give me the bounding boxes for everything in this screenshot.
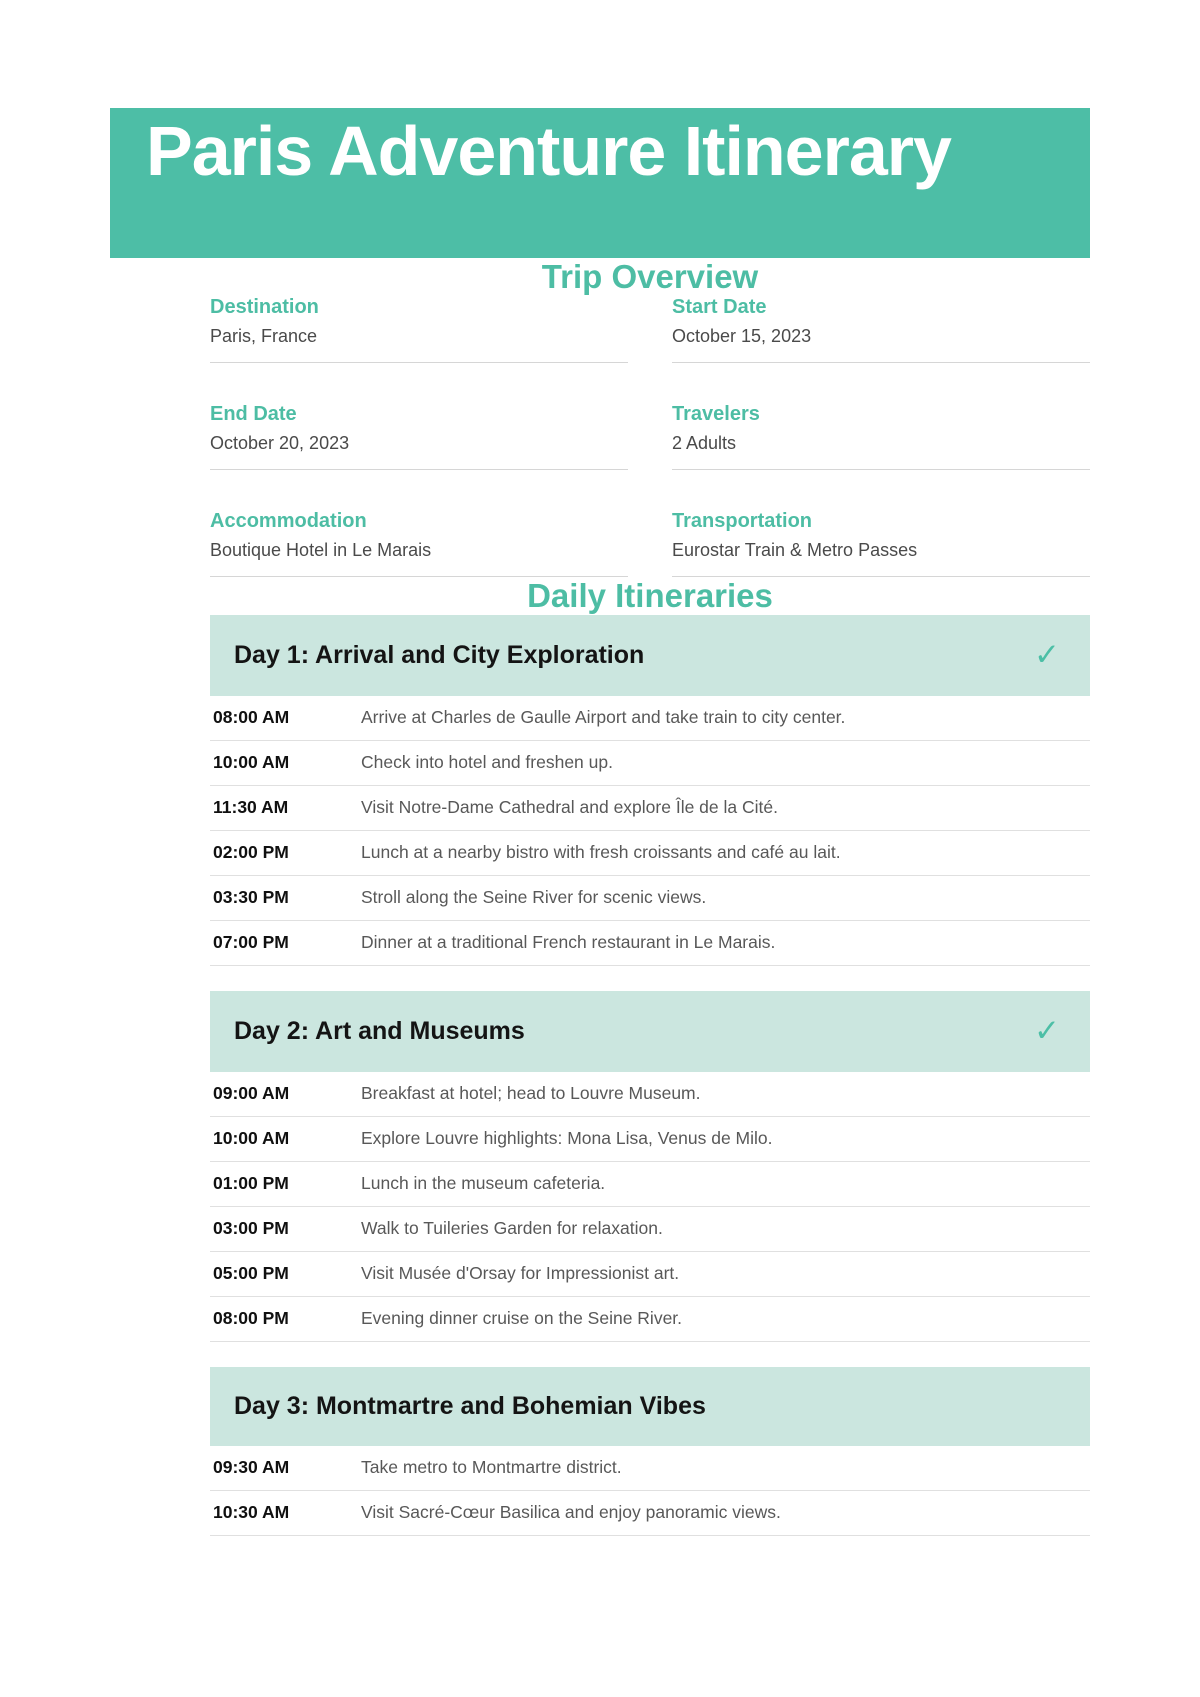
title-banner [110, 108, 1090, 258]
day-card-2 [210, 991, 1090, 1342]
activity-row [210, 1072, 1090, 1117]
activity-row [210, 1491, 1090, 1536]
activity-time: 10:00 AM [213, 752, 290, 772]
activity-description: Take metro to Montmartre district. [361, 1457, 622, 1477]
activity-row [210, 1207, 1090, 1252]
field-label: Destination [210, 296, 319, 318]
field-label: Travelers [672, 403, 760, 425]
field-value: Eurostar Train & Metro Passes [672, 540, 918, 560]
field-value: Paris, France [210, 326, 318, 346]
activity-description: Visit Musée d'Orsay for Impressionist art. [361, 1263, 680, 1283]
activity-time: 10:30 AM [213, 1502, 290, 1522]
overview-field-destination [210, 296, 628, 363]
activity-description: Visit Sacré-Cœur Basilica and enjoy panoramic views. [361, 1502, 781, 1522]
activity-row [210, 1117, 1090, 1162]
document-content [210, 258, 1090, 1536]
field-value: October 20, 2023 [210, 433, 350, 453]
activity-description: Dinner at a traditional French restaurant in Le Marais. [361, 932, 776, 952]
overview-field-accommodation [210, 510, 628, 577]
activity-row [210, 831, 1090, 876]
overview-field-travelers [672, 403, 1090, 470]
day-card-1 [210, 615, 1090, 966]
field-label: End Date [210, 403, 297, 425]
daily-itineraries-heading: Daily Itineraries [527, 577, 773, 614]
day-3-activities [210, 1446, 1090, 1536]
activity-description: Lunch in the museum cafeteria. [361, 1173, 606, 1193]
activity-row [210, 741, 1090, 786]
field-label: Accommodation [210, 510, 367, 532]
trip-overview-section [210, 258, 1090, 577]
overview-field-end-date [210, 403, 628, 470]
activity-description: Visit Notre-Dame Cathedral and explore Île de la Cité. [361, 797, 778, 817]
activity-description: Stroll along the Seine River for scenic views. [361, 887, 707, 907]
activity-time: 11:30 AM [213, 797, 289, 817]
check-icon: ✓ [1034, 637, 1060, 673]
field-value: Boutique Hotel in Le Marais [210, 540, 432, 560]
activity-time: 02:00 PM [213, 842, 289, 862]
activity-time: 08:00 PM [213, 1308, 289, 1328]
activity-time: 08:00 AM [213, 707, 290, 727]
overview-field-start-date [672, 296, 1090, 363]
activity-time: 03:00 PM [213, 1218, 289, 1238]
day-card-3 [210, 1367, 1090, 1536]
page-title: Paris Adventure Itinerary [146, 112, 951, 190]
day-1-header [210, 615, 1090, 696]
itinerary-document [110, 0, 1090, 1536]
overview-field-transportation [672, 510, 1090, 577]
activity-time: 09:30 AM [213, 1457, 290, 1477]
field-value: October 15, 2023 [672, 326, 812, 346]
activity-row [210, 786, 1090, 831]
activity-description: Lunch at a nearby bistro with fresh croissants and café au lait. [361, 842, 841, 862]
day-3-title: Day 3: Montmartre and Bohemian Vibes [234, 1392, 706, 1420]
trip-overview-grid [210, 296, 1090, 577]
field-value: 2 Adults [672, 433, 737, 453]
daily-itineraries-section [210, 577, 1090, 1536]
activity-row [210, 1162, 1090, 1207]
activity-row [210, 876, 1090, 921]
activity-time: 10:00 AM [213, 1128, 290, 1148]
field-label: Start Date [672, 296, 767, 318]
trip-overview-heading: Trip Overview [541, 258, 759, 295]
activity-row [210, 1252, 1090, 1297]
activity-time: 01:00 PM [213, 1173, 289, 1193]
field-label: Transportation [672, 510, 813, 532]
day-2-header [210, 991, 1090, 1072]
activity-description: Arrive at Charles de Gaulle Airport and take train to city center. [361, 707, 846, 727]
activity-time: 09:00 AM [213, 1083, 290, 1103]
check-icon: ✓ [1034, 1013, 1060, 1049]
activity-time: 07:00 PM [213, 932, 289, 952]
activity-description: Evening dinner cruise on the Seine River. [361, 1308, 683, 1328]
activity-description: Check into hotel and freshen up. [361, 752, 613, 772]
day-1-activities [210, 696, 1090, 966]
day-2-activities [210, 1072, 1090, 1342]
day-3-header [210, 1367, 1090, 1446]
activity-time: 03:30 PM [213, 887, 289, 907]
activity-description: Explore Louvre highlights: Mona Lisa, Venus de Milo. [361, 1128, 773, 1148]
activity-row [210, 1297, 1090, 1342]
activity-description: Breakfast at hotel; head to Louvre Museum. [361, 1083, 701, 1103]
activity-row [210, 696, 1090, 741]
activity-row [210, 921, 1090, 966]
day-1-title: Day 1: Arrival and City Exploration [234, 641, 645, 669]
day-2-title: Day 2: Art and Museums [234, 1017, 525, 1045]
activity-time: 05:00 PM [213, 1263, 289, 1283]
activity-row [210, 1446, 1090, 1491]
activity-description: Walk to Tuileries Garden for relaxation. [361, 1218, 663, 1238]
